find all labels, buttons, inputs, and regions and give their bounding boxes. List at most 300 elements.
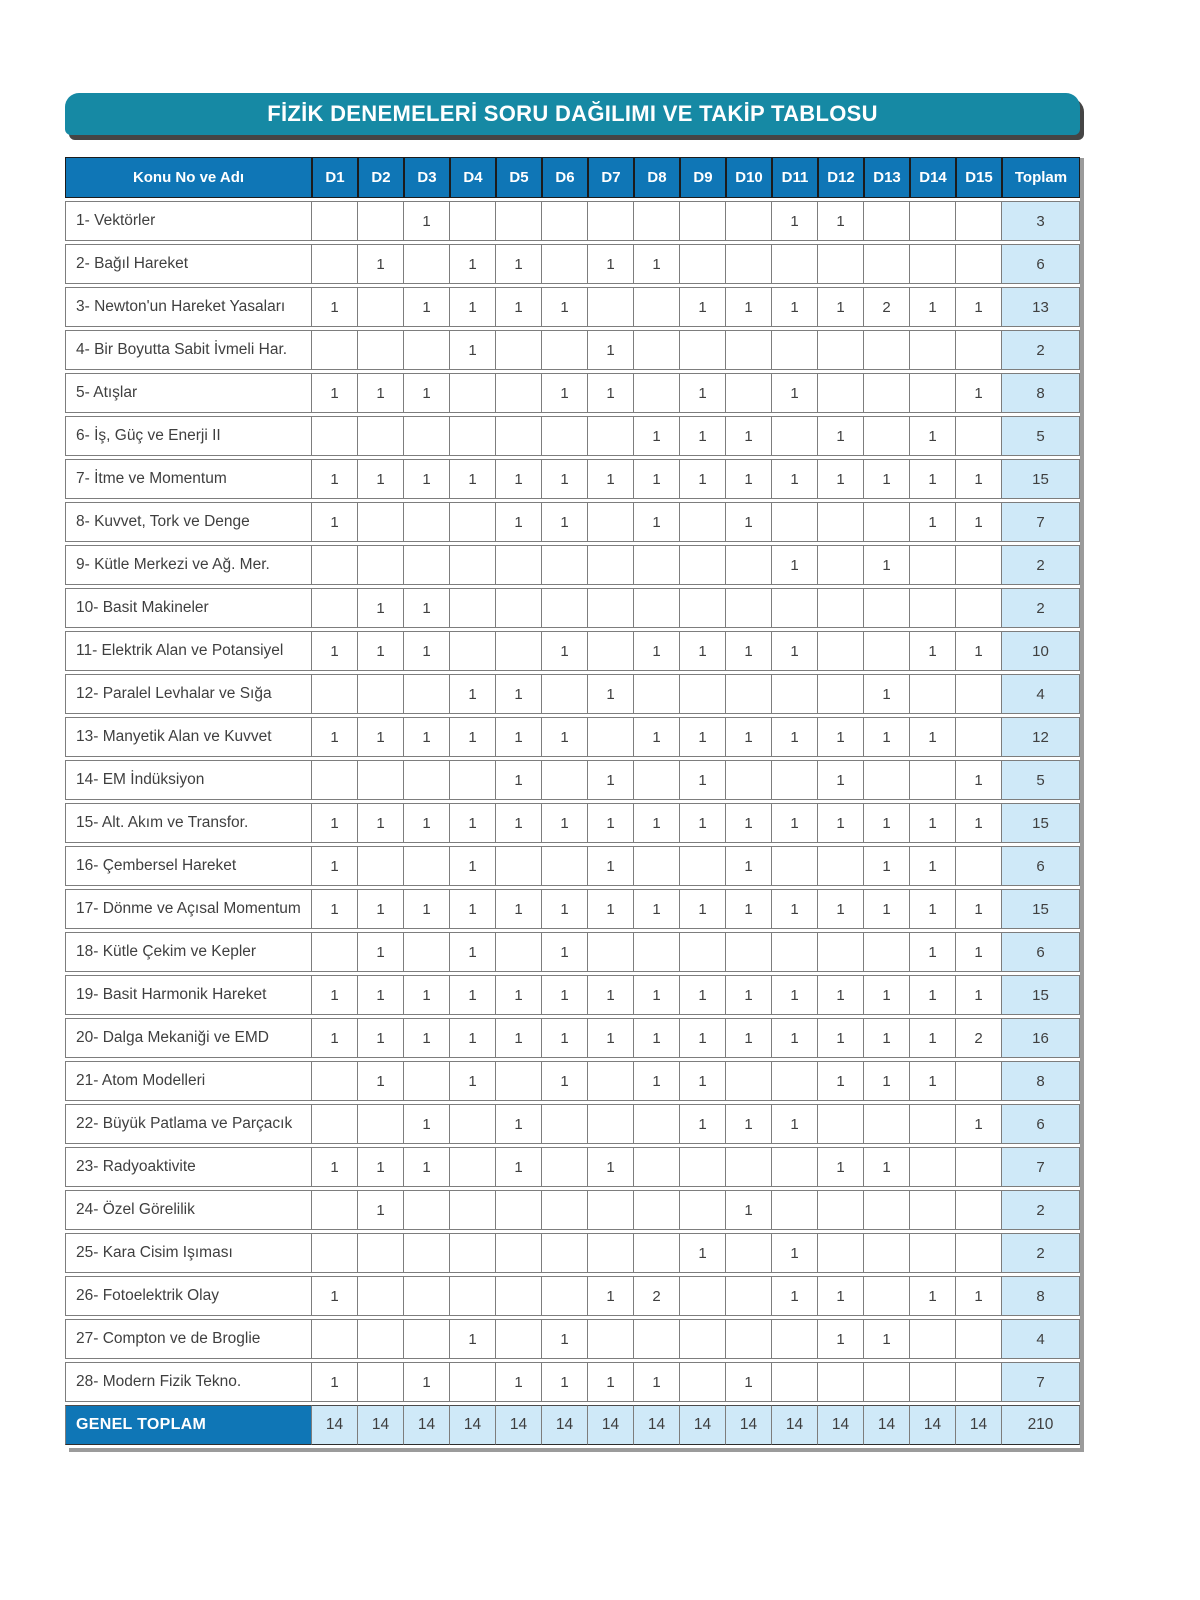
count-cell: 1	[404, 1147, 450, 1187]
column-header-exam-d10: D10	[726, 157, 772, 198]
count-cell	[818, 330, 864, 370]
count-cell: 1	[818, 1319, 864, 1359]
count-cell: 1	[312, 717, 358, 757]
topic-cell: 5- Atışlar	[65, 373, 312, 413]
count-cell	[588, 545, 634, 585]
count-cell: 1	[726, 717, 772, 757]
count-cell	[726, 588, 772, 628]
count-cell	[358, 1233, 404, 1273]
column-header-exam-d8: D8	[634, 157, 680, 198]
count-cell: 1	[680, 760, 726, 800]
count-cell: 1	[404, 889, 450, 929]
count-cell: 1	[910, 459, 956, 499]
count-cell: 1	[634, 803, 680, 843]
table-row	[65, 846, 1080, 886]
count-cell	[910, 244, 956, 284]
count-cell: 1	[542, 1018, 588, 1058]
count-cell	[910, 545, 956, 585]
count-cell: 1	[910, 631, 956, 671]
count-cell: 1	[588, 803, 634, 843]
count-cell: 1	[496, 1362, 542, 1402]
count-cell	[542, 1104, 588, 1144]
count-cell	[496, 1276, 542, 1316]
count-cell: 1	[956, 459, 1002, 499]
count-cell	[496, 545, 542, 585]
count-cell: 1	[680, 631, 726, 671]
count-cell: 1	[588, 760, 634, 800]
count-cell: 1	[312, 502, 358, 542]
count-cell: 1	[910, 889, 956, 929]
count-cell	[542, 674, 588, 714]
count-cell: 1	[726, 287, 772, 327]
count-cell: 1	[588, 1362, 634, 1402]
count-cell: 1	[910, 416, 956, 456]
count-cell: 1	[726, 1362, 772, 1402]
count-cell: 1	[542, 287, 588, 327]
count-cell: 1	[450, 330, 496, 370]
count-cell: 1	[358, 803, 404, 843]
count-cell	[496, 588, 542, 628]
count-cell: 1	[542, 717, 588, 757]
count-cell	[680, 545, 726, 585]
count-cell: 1	[910, 803, 956, 843]
column-header-exam-d15: D15	[956, 157, 1002, 198]
count-cell	[772, 1147, 818, 1187]
count-cell	[312, 1104, 358, 1144]
count-cell: 1	[542, 1319, 588, 1359]
topic-cell: 16- Çembersel Hareket	[65, 846, 312, 886]
count-cell: 1	[772, 373, 818, 413]
table-row	[65, 1147, 1080, 1187]
column-header-exam-d14: D14	[910, 157, 956, 198]
count-cell	[726, 932, 772, 972]
footer-count-cell: 14	[542, 1405, 588, 1445]
count-cell	[818, 1104, 864, 1144]
count-cell	[588, 201, 634, 241]
count-cell	[450, 545, 496, 585]
count-cell	[588, 1190, 634, 1230]
count-cell: 1	[680, 373, 726, 413]
count-cell	[634, 545, 680, 585]
footer-count-cell: 14	[818, 1405, 864, 1445]
count-cell: 1	[312, 889, 358, 929]
count-cell	[864, 1104, 910, 1144]
count-cell	[588, 1104, 634, 1144]
count-cell	[956, 588, 1002, 628]
count-cell	[818, 932, 864, 972]
count-cell: 1	[772, 889, 818, 929]
count-cell	[404, 330, 450, 370]
row-total-cell: 2	[1002, 1233, 1080, 1273]
count-cell: 1	[680, 287, 726, 327]
count-cell: 1	[542, 502, 588, 542]
topic-cell: 2- Bağıl Hareket	[65, 244, 312, 284]
footer-count-cell: 14	[772, 1405, 818, 1445]
topic-cell: 7- İtme ve Momentum	[65, 459, 312, 499]
count-cell	[864, 330, 910, 370]
count-cell	[680, 330, 726, 370]
count-cell: 1	[496, 717, 542, 757]
count-cell	[956, 717, 1002, 757]
table-row	[65, 1061, 1080, 1101]
count-cell	[404, 1233, 450, 1273]
count-cell: 1	[910, 1018, 956, 1058]
count-cell: 1	[404, 201, 450, 241]
count-cell: 1	[312, 1147, 358, 1187]
count-cell: 1	[864, 889, 910, 929]
count-cell: 1	[496, 674, 542, 714]
count-cell: 1	[680, 416, 726, 456]
count-cell	[496, 1190, 542, 1230]
topic-cell: 6- İş, Güç ve Enerji II	[65, 416, 312, 456]
count-cell: 1	[496, 1018, 542, 1058]
count-cell	[542, 416, 588, 456]
count-cell	[772, 588, 818, 628]
count-cell	[450, 1190, 496, 1230]
row-total-cell: 15	[1002, 459, 1080, 499]
count-cell	[864, 373, 910, 413]
count-cell	[450, 1276, 496, 1316]
table-row	[65, 287, 1080, 327]
count-cell	[634, 1233, 680, 1273]
count-cell	[450, 1233, 496, 1273]
count-cell: 1	[496, 459, 542, 499]
count-cell: 1	[404, 803, 450, 843]
count-cell	[542, 760, 588, 800]
count-cell: 1	[450, 244, 496, 284]
count-cell: 1	[956, 889, 1002, 929]
count-cell: 1	[542, 373, 588, 413]
count-cell: 1	[772, 459, 818, 499]
count-cell: 1	[404, 373, 450, 413]
count-cell	[772, 502, 818, 542]
count-cell: 1	[910, 1061, 956, 1101]
footer-count-cell: 14	[588, 1405, 634, 1445]
row-total-cell: 2	[1002, 330, 1080, 370]
count-cell	[588, 502, 634, 542]
count-cell: 1	[634, 416, 680, 456]
count-cell	[450, 416, 496, 456]
count-cell: 1	[956, 760, 1002, 800]
count-cell: 1	[772, 1018, 818, 1058]
count-cell: 1	[542, 803, 588, 843]
count-cell: 1	[358, 975, 404, 1015]
count-cell: 1	[312, 1362, 358, 1402]
count-cell: 1	[772, 803, 818, 843]
count-cell	[542, 545, 588, 585]
count-cell	[864, 1190, 910, 1230]
count-cell	[726, 674, 772, 714]
count-cell	[542, 201, 588, 241]
count-cell	[680, 846, 726, 886]
count-cell: 1	[680, 717, 726, 757]
footer-count-cell: 14	[496, 1405, 542, 1445]
count-cell	[726, 1276, 772, 1316]
count-cell: 1	[956, 287, 1002, 327]
topic-cell: 27- Compton ve de Broglie	[65, 1319, 312, 1359]
count-cell	[910, 588, 956, 628]
count-cell: 1	[450, 1061, 496, 1101]
count-cell	[358, 502, 404, 542]
row-total-cell: 16	[1002, 1018, 1080, 1058]
count-cell: 1	[450, 975, 496, 1015]
count-cell	[864, 1233, 910, 1273]
row-total-cell: 10	[1002, 631, 1080, 671]
count-cell	[726, 373, 772, 413]
count-cell: 1	[450, 889, 496, 929]
count-cell: 1	[726, 416, 772, 456]
count-cell	[450, 201, 496, 241]
count-cell: 1	[358, 459, 404, 499]
count-cell: 1	[634, 975, 680, 1015]
count-cell	[588, 1319, 634, 1359]
count-cell: 1	[818, 889, 864, 929]
column-header-total: Toplam	[1002, 157, 1080, 198]
count-cell: 1	[818, 760, 864, 800]
count-cell: 1	[588, 373, 634, 413]
count-cell	[818, 846, 864, 886]
count-cell	[404, 416, 450, 456]
count-cell	[864, 1362, 910, 1402]
table-row	[65, 201, 1080, 241]
count-cell	[450, 373, 496, 413]
count-cell: 1	[772, 287, 818, 327]
count-cell	[588, 932, 634, 972]
row-total-cell: 2	[1002, 588, 1080, 628]
count-cell	[542, 588, 588, 628]
count-cell	[726, 330, 772, 370]
count-cell	[542, 244, 588, 284]
count-cell	[358, 545, 404, 585]
row-total-cell: 15	[1002, 889, 1080, 929]
count-cell: 1	[450, 674, 496, 714]
count-cell	[634, 330, 680, 370]
count-cell	[956, 846, 1002, 886]
grand-total-cell: 210	[1002, 1405, 1080, 1445]
count-cell: 1	[358, 631, 404, 671]
count-cell	[910, 1362, 956, 1402]
row-total-cell: 6	[1002, 1104, 1080, 1144]
count-cell: 1	[910, 846, 956, 886]
topic-cell: 17- Dönme ve Açısal Momentum	[65, 889, 312, 929]
count-cell: 1	[772, 1276, 818, 1316]
table-row	[65, 760, 1080, 800]
count-cell: 1	[818, 1061, 864, 1101]
count-cell	[404, 244, 450, 284]
footer-count-cell: 14	[634, 1405, 680, 1445]
count-cell	[312, 588, 358, 628]
count-cell: 1	[726, 846, 772, 886]
count-cell: 1	[496, 803, 542, 843]
count-cell	[956, 545, 1002, 585]
row-total-cell: 4	[1002, 1319, 1080, 1359]
count-cell	[956, 1362, 1002, 1402]
count-cell: 1	[864, 975, 910, 1015]
count-cell	[680, 502, 726, 542]
count-cell: 1	[496, 502, 542, 542]
count-cell: 1	[726, 889, 772, 929]
table-row	[65, 932, 1080, 972]
count-cell	[404, 846, 450, 886]
row-total-cell: 5	[1002, 760, 1080, 800]
count-cell	[726, 545, 772, 585]
row-total-cell: 6	[1002, 932, 1080, 972]
count-cell	[818, 631, 864, 671]
count-cell	[910, 1319, 956, 1359]
count-cell	[634, 287, 680, 327]
table-row	[65, 502, 1080, 542]
count-cell	[680, 674, 726, 714]
count-cell	[588, 1233, 634, 1273]
row-total-cell: 8	[1002, 1061, 1080, 1101]
count-cell	[910, 201, 956, 241]
count-cell: 1	[358, 1061, 404, 1101]
count-cell	[542, 1233, 588, 1273]
count-cell	[864, 201, 910, 241]
count-cell: 1	[680, 459, 726, 499]
count-cell: 1	[312, 803, 358, 843]
count-cell: 1	[588, 459, 634, 499]
table-row	[65, 244, 1080, 284]
row-total-cell: 2	[1002, 545, 1080, 585]
count-cell	[496, 201, 542, 241]
column-header-exam-d1: D1	[312, 157, 358, 198]
count-cell: 2	[864, 287, 910, 327]
count-cell	[864, 244, 910, 284]
count-cell	[680, 1147, 726, 1187]
topic-cell: 18- Kütle Çekim ve Kepler	[65, 932, 312, 972]
topic-cell: 19- Basit Harmonik Hareket	[65, 975, 312, 1015]
footer-count-cell: 14	[404, 1405, 450, 1445]
table-row	[65, 631, 1080, 671]
count-cell	[312, 1233, 358, 1273]
count-cell: 1	[818, 287, 864, 327]
count-cell: 1	[772, 201, 818, 241]
count-cell	[450, 760, 496, 800]
count-cell	[864, 416, 910, 456]
row-total-cell: 15	[1002, 975, 1080, 1015]
count-cell: 1	[450, 846, 496, 886]
topic-cell: 15- Alt. Akım ve Transfor.	[65, 803, 312, 843]
count-cell: 1	[496, 760, 542, 800]
count-cell	[588, 287, 634, 327]
count-cell: 1	[864, 1018, 910, 1058]
count-cell	[358, 330, 404, 370]
count-cell: 1	[588, 975, 634, 1015]
count-cell	[358, 1276, 404, 1316]
table-row	[65, 416, 1080, 456]
column-header-topic: Konu No ve Adı	[65, 157, 312, 198]
count-cell	[634, 201, 680, 241]
table-row	[65, 717, 1080, 757]
count-cell	[496, 932, 542, 972]
count-cell	[818, 674, 864, 714]
topic-cell: 28- Modern Fizik Tekno.	[65, 1362, 312, 1402]
row-total-cell: 5	[1002, 416, 1080, 456]
count-cell	[358, 287, 404, 327]
count-cell: 1	[910, 717, 956, 757]
count-cell	[864, 631, 910, 671]
count-cell	[358, 1104, 404, 1144]
count-cell	[910, 373, 956, 413]
topic-cell: 24- Özel Görelilik	[65, 1190, 312, 1230]
count-cell: 1	[404, 1018, 450, 1058]
count-cell	[956, 1061, 1002, 1101]
count-cell: 1	[450, 459, 496, 499]
table-row	[65, 459, 1080, 499]
count-cell	[956, 1233, 1002, 1273]
count-cell	[956, 244, 1002, 284]
count-cell	[312, 1061, 358, 1101]
count-cell	[956, 416, 1002, 456]
count-cell	[358, 201, 404, 241]
count-cell	[956, 330, 1002, 370]
count-cell: 1	[496, 889, 542, 929]
count-cell	[496, 1319, 542, 1359]
count-cell: 1	[404, 631, 450, 671]
count-cell	[404, 1061, 450, 1101]
count-cell	[818, 545, 864, 585]
count-cell	[634, 760, 680, 800]
count-cell	[910, 1147, 956, 1187]
count-cell: 1	[956, 373, 1002, 413]
title-banner	[65, 93, 1080, 135]
count-cell	[772, 1061, 818, 1101]
count-cell: 1	[680, 1061, 726, 1101]
count-cell: 1	[772, 1104, 818, 1144]
count-cell: 1	[956, 975, 1002, 1015]
question-distribution-table	[65, 154, 1080, 1448]
count-cell: 1	[772, 1233, 818, 1273]
count-cell: 1	[726, 631, 772, 671]
count-cell: 1	[910, 502, 956, 542]
count-cell: 1	[312, 287, 358, 327]
count-cell: 1	[680, 803, 726, 843]
count-cell: 1	[404, 1104, 450, 1144]
count-cell: 1	[496, 244, 542, 284]
count-cell	[450, 631, 496, 671]
count-cell: 1	[358, 588, 404, 628]
count-cell	[634, 588, 680, 628]
footer-count-cell: 14	[680, 1405, 726, 1445]
count-cell: 1	[864, 1061, 910, 1101]
count-cell	[772, 244, 818, 284]
count-cell	[726, 1061, 772, 1101]
topic-cell: 4- Bir Boyutta Sabit İvmeli Har.	[65, 330, 312, 370]
count-cell: 1	[818, 1018, 864, 1058]
count-cell	[634, 1147, 680, 1187]
count-cell: 1	[634, 1018, 680, 1058]
count-cell	[772, 846, 818, 886]
count-cell	[818, 1362, 864, 1402]
count-cell	[818, 244, 864, 284]
count-cell: 1	[358, 717, 404, 757]
count-cell	[312, 674, 358, 714]
count-cell	[818, 1233, 864, 1273]
count-cell	[772, 760, 818, 800]
count-cell	[358, 674, 404, 714]
count-cell	[772, 330, 818, 370]
count-cell	[726, 201, 772, 241]
count-cell	[634, 373, 680, 413]
table-row	[65, 373, 1080, 413]
count-cell: 1	[588, 889, 634, 929]
row-total-cell: 7	[1002, 1362, 1080, 1402]
count-cell	[404, 932, 450, 972]
count-cell: 1	[312, 846, 358, 886]
count-cell: 1	[404, 717, 450, 757]
count-cell	[404, 545, 450, 585]
